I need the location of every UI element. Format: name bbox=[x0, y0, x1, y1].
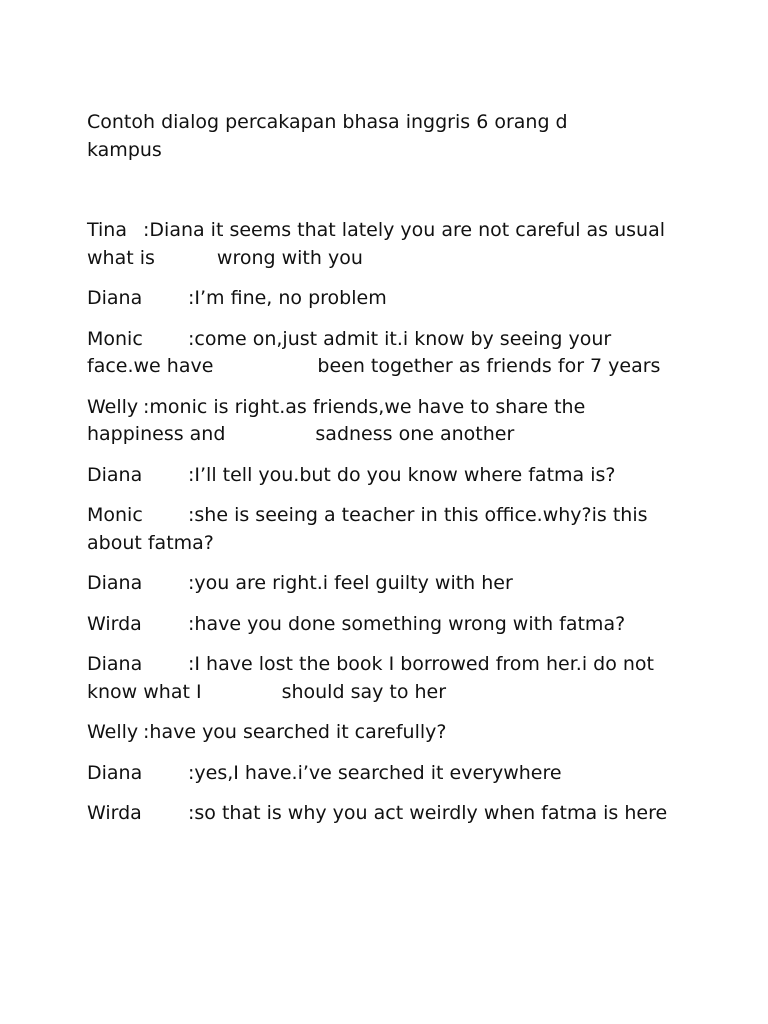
dialog-text: so that is why you act weirdly when fatma is here bbox=[194, 802, 668, 824]
speaker-name: Welly bbox=[87, 395, 139, 418]
dialog-line bbox=[87, 719, 687, 747]
dialog-text: she is seeing a teacher in this office.why?is this about fatma? bbox=[87, 504, 648, 554]
dialog-text-continued: sadness one another bbox=[315, 423, 515, 445]
dialog-text: I have lost the book I borrowed from her.i do not know what I bbox=[87, 653, 654, 703]
separator: : bbox=[143, 219, 150, 241]
dialog-text: have you done something wrong with fatma? bbox=[194, 612, 626, 635]
dialog-line bbox=[87, 394, 687, 449]
dialog-text: have you searched it carefully? bbox=[149, 721, 447, 743]
separator: : bbox=[188, 761, 195, 784]
separator: : bbox=[188, 653, 195, 675]
dialog-line bbox=[87, 326, 687, 381]
dialog-list bbox=[87, 217, 687, 841]
separator: : bbox=[188, 802, 195, 824]
dialog-text-continued: wrong with you bbox=[216, 246, 363, 269]
separator: : bbox=[188, 463, 195, 486]
separator: : bbox=[143, 395, 150, 418]
dialog-line bbox=[87, 800, 687, 828]
dialog-line bbox=[87, 651, 687, 706]
speaker-name: Monic bbox=[87, 504, 143, 526]
dialog-text: I’ll tell you.but do you know where fatma is? bbox=[194, 463, 616, 486]
dialog-text: Diana it seems that lately you are not careful as usual what is bbox=[87, 219, 666, 269]
speaker-name: Monic bbox=[87, 327, 143, 350]
speaker-name: Diana bbox=[87, 653, 143, 675]
speaker-name: Diana bbox=[87, 287, 143, 309]
dialog-line bbox=[87, 217, 687, 272]
speaker-name: Wirda bbox=[87, 612, 142, 635]
dialog-line bbox=[87, 285, 687, 313]
speaker-name: Diana bbox=[87, 761, 143, 784]
dialog-text-continued: should say to her bbox=[281, 680, 447, 703]
dialog-line bbox=[87, 760, 687, 788]
speaker-name: Wirda bbox=[87, 802, 142, 824]
speaker-name: Diana bbox=[87, 463, 143, 486]
dialog-line bbox=[87, 502, 687, 557]
separator: : bbox=[188, 504, 195, 526]
dialog-line bbox=[87, 611, 687, 639]
speaker-name: Welly bbox=[87, 721, 139, 743]
speaker-name: Diana bbox=[87, 572, 143, 594]
dialog-line bbox=[87, 570, 687, 598]
page-title: Contoh dialog percakapan bhasa inggris 6 orang d kampus bbox=[87, 111, 568, 161]
dialog-text: I’m fine, no problem bbox=[194, 287, 387, 309]
dialog-line bbox=[87, 462, 687, 490]
separator: : bbox=[143, 721, 150, 743]
dialog-text: monic is right.as friends,we have to share the happiness and bbox=[87, 395, 586, 445]
separator: : bbox=[188, 572, 195, 594]
separator: : bbox=[188, 327, 195, 350]
speaker-name: Tina bbox=[87, 219, 127, 241]
dialog-text: yes,I have.i’ve searched it everywhere bbox=[194, 761, 562, 784]
separator: : bbox=[188, 287, 195, 309]
dialog-text-continued: been together as friends for 7 years bbox=[317, 355, 661, 377]
separator: : bbox=[188, 612, 195, 635]
dialog-text: you are right.i feel guilty with her bbox=[194, 572, 513, 594]
dialog-text: come on,just admit it.i know by seeing your face.we have bbox=[87, 327, 612, 377]
